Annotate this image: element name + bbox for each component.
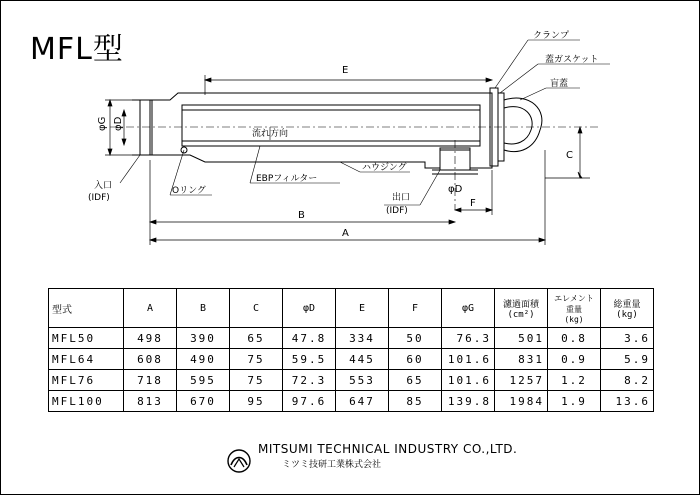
cell-model: MFL100	[49, 391, 124, 412]
table-row	[49, 370, 654, 391]
page-title: MFL型	[30, 32, 124, 67]
label-outlet: 出口	[392, 193, 411, 203]
cell-B: 390	[177, 328, 230, 349]
header-D: φD	[283, 289, 336, 328]
company-name-jp: ミツミ技研工業株式会社	[282, 460, 382, 470]
dim-E: E	[342, 65, 349, 76]
company-logo	[226, 448, 252, 474]
cell-D: 72.3	[283, 370, 336, 391]
housing-outline	[150, 93, 492, 168]
label-blind-lid: 盲蓋	[550, 79, 569, 89]
dim-phiD: φD	[113, 116, 124, 131]
cell-F: 65	[389, 370, 442, 391]
label-filter: EBPフィルター	[256, 174, 318, 184]
cell-C: 65	[230, 328, 283, 349]
label-clamp: クランプ	[533, 31, 570, 41]
cell-G: 101.6	[442, 349, 495, 370]
cell-element-weight: 1.9	[548, 391, 601, 412]
cell-A: 813	[124, 391, 177, 412]
cell-C: 75	[230, 349, 283, 370]
cell-F: 50	[389, 328, 442, 349]
cell-model: MFL76	[49, 370, 124, 391]
cell-C: 75	[230, 370, 283, 391]
header-E: E	[336, 289, 389, 328]
cell-D: 97.6	[283, 391, 336, 412]
table-header-row	[49, 289, 654, 328]
cell-B: 595	[177, 370, 230, 391]
label-inlet-idf: (IDF)	[88, 193, 110, 203]
company-name: MITSUMI TECHNICAL INDUSTRY CO.,LTD.	[258, 442, 518, 456]
dim-A: A	[342, 228, 349, 239]
cell-A: 498	[124, 328, 177, 349]
cell-element-weight: 0.8	[548, 328, 601, 349]
cell-F: 60	[389, 349, 442, 370]
cell-B: 490	[177, 349, 230, 370]
cell-filter-area: 831	[495, 349, 548, 370]
cell-E: 334	[336, 328, 389, 349]
header-C: C	[230, 289, 283, 328]
label-housing: ハウジング	[362, 163, 407, 173]
cell-G: 139.8	[442, 391, 495, 412]
header-F: F	[389, 289, 442, 328]
dim-F: F	[470, 198, 476, 209]
table-row	[49, 391, 654, 412]
cell-filter-area: 1984	[495, 391, 548, 412]
cell-element-weight: 1.2	[548, 370, 601, 391]
cell-total-weight: 5.9	[601, 349, 654, 370]
cell-model: MFL50	[49, 328, 124, 349]
cell-filter-area: 1257	[495, 370, 548, 391]
label-oring: Oリング	[172, 186, 206, 196]
cell-D: 59.5	[283, 349, 336, 370]
cell-E: 553	[336, 370, 389, 391]
cell-element-weight: 0.9	[548, 349, 601, 370]
cell-E: 647	[336, 391, 389, 412]
header-A: A	[124, 289, 177, 328]
cell-total-weight: 13.6	[601, 391, 654, 412]
label-flow-direction: 流れ方向	[252, 129, 289, 139]
label-inlet: 入口	[94, 181, 113, 191]
label-lid-gasket: 蓋ガスケット	[545, 55, 599, 65]
dim-phiD-outlet: φD	[448, 184, 463, 195]
header-total-weight: 総重量 (kg)	[601, 289, 654, 328]
cell-model: MFL64	[49, 349, 124, 370]
table-row	[49, 328, 654, 349]
cell-total-weight: 8.2	[601, 370, 654, 391]
cell-filter-area: 501	[495, 328, 548, 349]
header-B: B	[177, 289, 230, 328]
cell-F: 85	[389, 391, 442, 412]
filter-element	[182, 105, 480, 146]
cell-D: 47.8	[283, 328, 336, 349]
header-G: φG	[442, 289, 495, 328]
dim-B: B	[298, 210, 305, 221]
cell-total-weight: 3.6	[601, 328, 654, 349]
dim-C: C	[566, 150, 573, 161]
header-filter-area: 濾過面積 (cm²)	[495, 289, 548, 328]
cell-G: 76.3	[442, 328, 495, 349]
spec-table	[48, 288, 654, 412]
dim-phiG: φG	[97, 116, 108, 131]
cell-A: 718	[124, 370, 177, 391]
table-row	[49, 349, 654, 370]
cell-E: 445	[336, 349, 389, 370]
cell-G: 101.6	[442, 370, 495, 391]
cell-B: 670	[177, 391, 230, 412]
cell-C: 95	[230, 391, 283, 412]
header-model: 型式	[49, 289, 124, 328]
header-element-weight: エレメント重量 (kg)	[548, 289, 601, 328]
label-outlet-idf: (IDF)	[386, 206, 408, 216]
cell-A: 608	[124, 349, 177, 370]
